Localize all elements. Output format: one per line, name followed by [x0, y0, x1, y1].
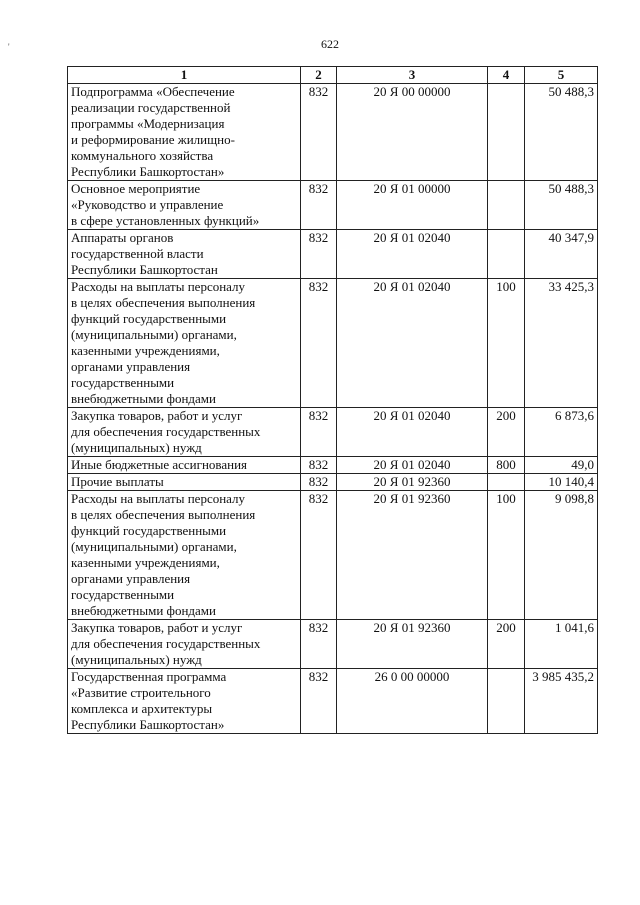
item-name-line: государственной власти: [71, 246, 204, 261]
item-name-line: «Развитие строительного: [71, 685, 211, 700]
item-name-line: Расходы на выплаты персоналу: [71, 279, 246, 294]
ministry-code-cell: 832: [301, 457, 337, 474]
ministry-code-cell: 832: [301, 408, 337, 457]
ministry-code-cell: 832: [301, 491, 337, 620]
target-code-cell: 26 0 00 00000: [337, 669, 488, 734]
expense-type-cell: [488, 669, 525, 734]
item-name-line: Подпрограмма «Обеспечение: [71, 84, 235, 99]
table-row: [68, 279, 598, 408]
item-name-cell: [68, 491, 301, 620]
item-name-line: Закупка товаров, работ и услуг: [71, 408, 243, 423]
item-name-line: Аппараты органов: [71, 230, 174, 245]
table-row: [68, 181, 598, 230]
target-code-cell: 20 Я 00 00000: [337, 84, 488, 181]
item-name-cell: [68, 669, 301, 734]
amount-cell: 40 347,9: [525, 230, 598, 279]
item-name-line: и реформирование жилищно-: [71, 132, 235, 147]
expense-type-cell: 200: [488, 408, 525, 457]
item-name-line: функций государственными: [71, 311, 227, 326]
table-row: [68, 669, 598, 734]
ministry-code-cell: 832: [301, 620, 337, 669]
item-name-line: (муниципальных) нужд: [71, 652, 202, 667]
target-code-cell: 20 Я 01 92360: [337, 491, 488, 620]
item-name-line: реализации государственной: [71, 100, 231, 115]
item-name-line: государственными: [71, 587, 175, 602]
amount-cell: 10 140,4: [525, 474, 598, 491]
item-name-line: (муниципальными) органами,: [71, 327, 237, 342]
target-code-cell: 20 Я 01 92360: [337, 474, 488, 491]
item-name-cell: [68, 408, 301, 457]
target-code-cell: 20 Я 01 02040: [337, 279, 488, 408]
item-name-line: Республики Башкортостан: [71, 262, 218, 277]
column-header: 5: [525, 67, 598, 84]
item-name-line: (муниципальными) органами,: [71, 539, 237, 554]
item-name-line: органами управления: [71, 359, 191, 374]
item-name-cell: [68, 620, 301, 669]
table-body: [68, 84, 598, 734]
item-name-line: (муниципальных) нужд: [71, 440, 202, 455]
item-name-line: Расходы на выплаты персоналу: [71, 491, 246, 506]
amount-cell: 1 041,6: [525, 620, 598, 669]
table-row: [68, 620, 598, 669]
target-code-cell: 20 Я 01 00000: [337, 181, 488, 230]
ministry-code-cell: 832: [301, 279, 337, 408]
target-code-cell: 20 Я 01 02040: [337, 230, 488, 279]
table-row: [68, 491, 598, 620]
amount-cell: 3 985 435,2: [525, 669, 598, 734]
expense-type-cell: 100: [488, 491, 525, 620]
expense-type-cell: 100: [488, 279, 525, 408]
expense-type-cell: [488, 474, 525, 491]
expense-type-cell: [488, 230, 525, 279]
item-name-line: комплекса и архитектуры: [71, 701, 213, 716]
amount-cell: 33 425,3: [525, 279, 598, 408]
item-name-line: Основное мероприятие: [71, 181, 201, 196]
ministry-code-cell: 832: [301, 84, 337, 181]
table-row: [68, 408, 598, 457]
item-name-line: Иные бюджетные ассигнования: [71, 457, 248, 472]
table-row: [68, 457, 598, 474]
item-name-line: казенными учреждениями,: [71, 343, 220, 358]
item-name-line: органами управления: [71, 571, 191, 586]
margin-mark: ': [8, 42, 10, 52]
item-name-line: Прочие выплаты: [71, 474, 164, 489]
item-name-line: Республики Башкортостан»: [71, 717, 225, 732]
ministry-code-cell: 832: [301, 474, 337, 491]
column-header: 1: [68, 67, 301, 84]
item-name-line: Республики Башкортостан»: [71, 164, 225, 179]
page-number: 622: [321, 37, 339, 51]
target-code-cell: 20 Я 01 02040: [337, 457, 488, 474]
item-name-line: казенными учреждениями,: [71, 555, 220, 570]
item-name-line: программы «Модернизация: [71, 116, 225, 131]
item-name-line: Государственная программа: [71, 669, 227, 684]
item-name-line: «Руководство и управление: [71, 197, 224, 212]
item-name-cell: [68, 84, 301, 181]
column-header: 2: [301, 67, 337, 84]
item-name-line: в целях обеспечения выполнения: [71, 507, 256, 522]
expense-type-cell: 200: [488, 620, 525, 669]
table-row: [68, 84, 598, 181]
amount-cell: 50 488,3: [525, 84, 598, 181]
table-row: [68, 230, 598, 279]
ministry-code-cell: 832: [301, 669, 337, 734]
item-name-line: функций государственными: [71, 523, 227, 538]
item-name-line: в сфере установленных функций»: [71, 213, 260, 228]
item-name-cell: [68, 279, 301, 408]
item-name-line: для обеспечения государственных: [71, 636, 261, 651]
target-code-cell: 20 Я 01 92360: [337, 620, 488, 669]
ministry-code-cell: 832: [301, 181, 337, 230]
expense-type-cell: 800: [488, 457, 525, 474]
item-name-line: в целях обеспечения выполнения: [71, 295, 256, 310]
item-name-line: внебюджетными фондами: [71, 391, 216, 406]
amount-cell: 6 873,6: [525, 408, 598, 457]
table-header-row: [68, 67, 598, 84]
column-header: 4: [488, 67, 525, 84]
table-row: [68, 474, 598, 491]
amount-cell: 9 098,8: [525, 491, 598, 620]
expense-type-cell: [488, 181, 525, 230]
item-name-cell: [68, 230, 301, 279]
expense-type-cell: [488, 84, 525, 181]
target-code-cell: 20 Я 01 02040: [337, 408, 488, 457]
amount-cell: 50 488,3: [525, 181, 598, 230]
ministry-code-cell: 832: [301, 230, 337, 279]
item-name-line: для обеспечения государственных: [71, 424, 261, 439]
amount-cell: 49,0: [525, 457, 598, 474]
item-name-line: коммунального хозяйства: [71, 148, 214, 163]
item-name-line: внебюджетными фондами: [71, 603, 216, 618]
item-name-cell: [68, 181, 301, 230]
item-name-line: государственными: [71, 375, 175, 390]
item-name-line: Закупка товаров, работ и услуг: [71, 620, 243, 635]
budget-table: [67, 66, 598, 734]
item-name-cell: [68, 474, 301, 491]
column-header: 3: [337, 67, 488, 84]
item-name-cell: [68, 457, 301, 474]
